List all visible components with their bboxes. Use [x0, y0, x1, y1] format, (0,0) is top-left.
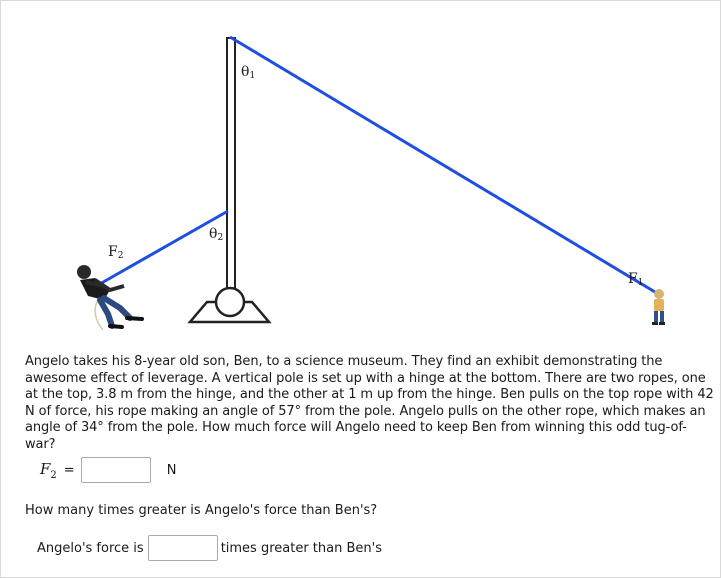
answer-row-force — [40, 457, 176, 483]
force-f2-label: F2 — [108, 244, 124, 261]
ratio-answer-input[interactable] — [148, 535, 218, 561]
top-rope — [230, 37, 660, 295]
angle-theta1-label: θ1 — [241, 64, 256, 81]
angelo-figure — [77, 265, 142, 330]
pole — [227, 38, 235, 290]
angle-theta2-label: θ2 — [209, 226, 224, 243]
answer-row-ratio — [37, 535, 382, 561]
ben-figure — [652, 289, 665, 325]
unit-label: N — [166, 462, 177, 478]
f2-answer-input[interactable] — [81, 457, 151, 483]
problem-statement: Angelo takes his 8-year old son, Ben, to a science museum. They find an exhibit demonstrating the awesome effect of leverage. A vertical pole is set up with a hinge at the bottom. There are two ropes, one at the top, 3.8 m from the hinge, and the other at 1 m up from the hinge. Ben pulls on the top rope with 42 N of force, his rope making an angle of 57° from the pole. Angelo pulls on the other rope, which makes an angle of 34° from the pole. How much force will Angelo need to keep Ben from winning this odd tug-of-war? — [25, 354, 714, 452]
ratio-suffix-label: times greater than Ben's — [220, 540, 382, 556]
f2-variable-label: $F_2$ — [40, 459, 57, 481]
ratio-prefix-label: Angelo's force is — [37, 540, 144, 556]
second-question: How many times greater is Angelo's force than Ben's? — [25, 503, 378, 518]
force-f1-label: F1 — [628, 271, 644, 288]
hinge-pin — [216, 288, 244, 316]
equals-sign: = — [63, 462, 75, 478]
